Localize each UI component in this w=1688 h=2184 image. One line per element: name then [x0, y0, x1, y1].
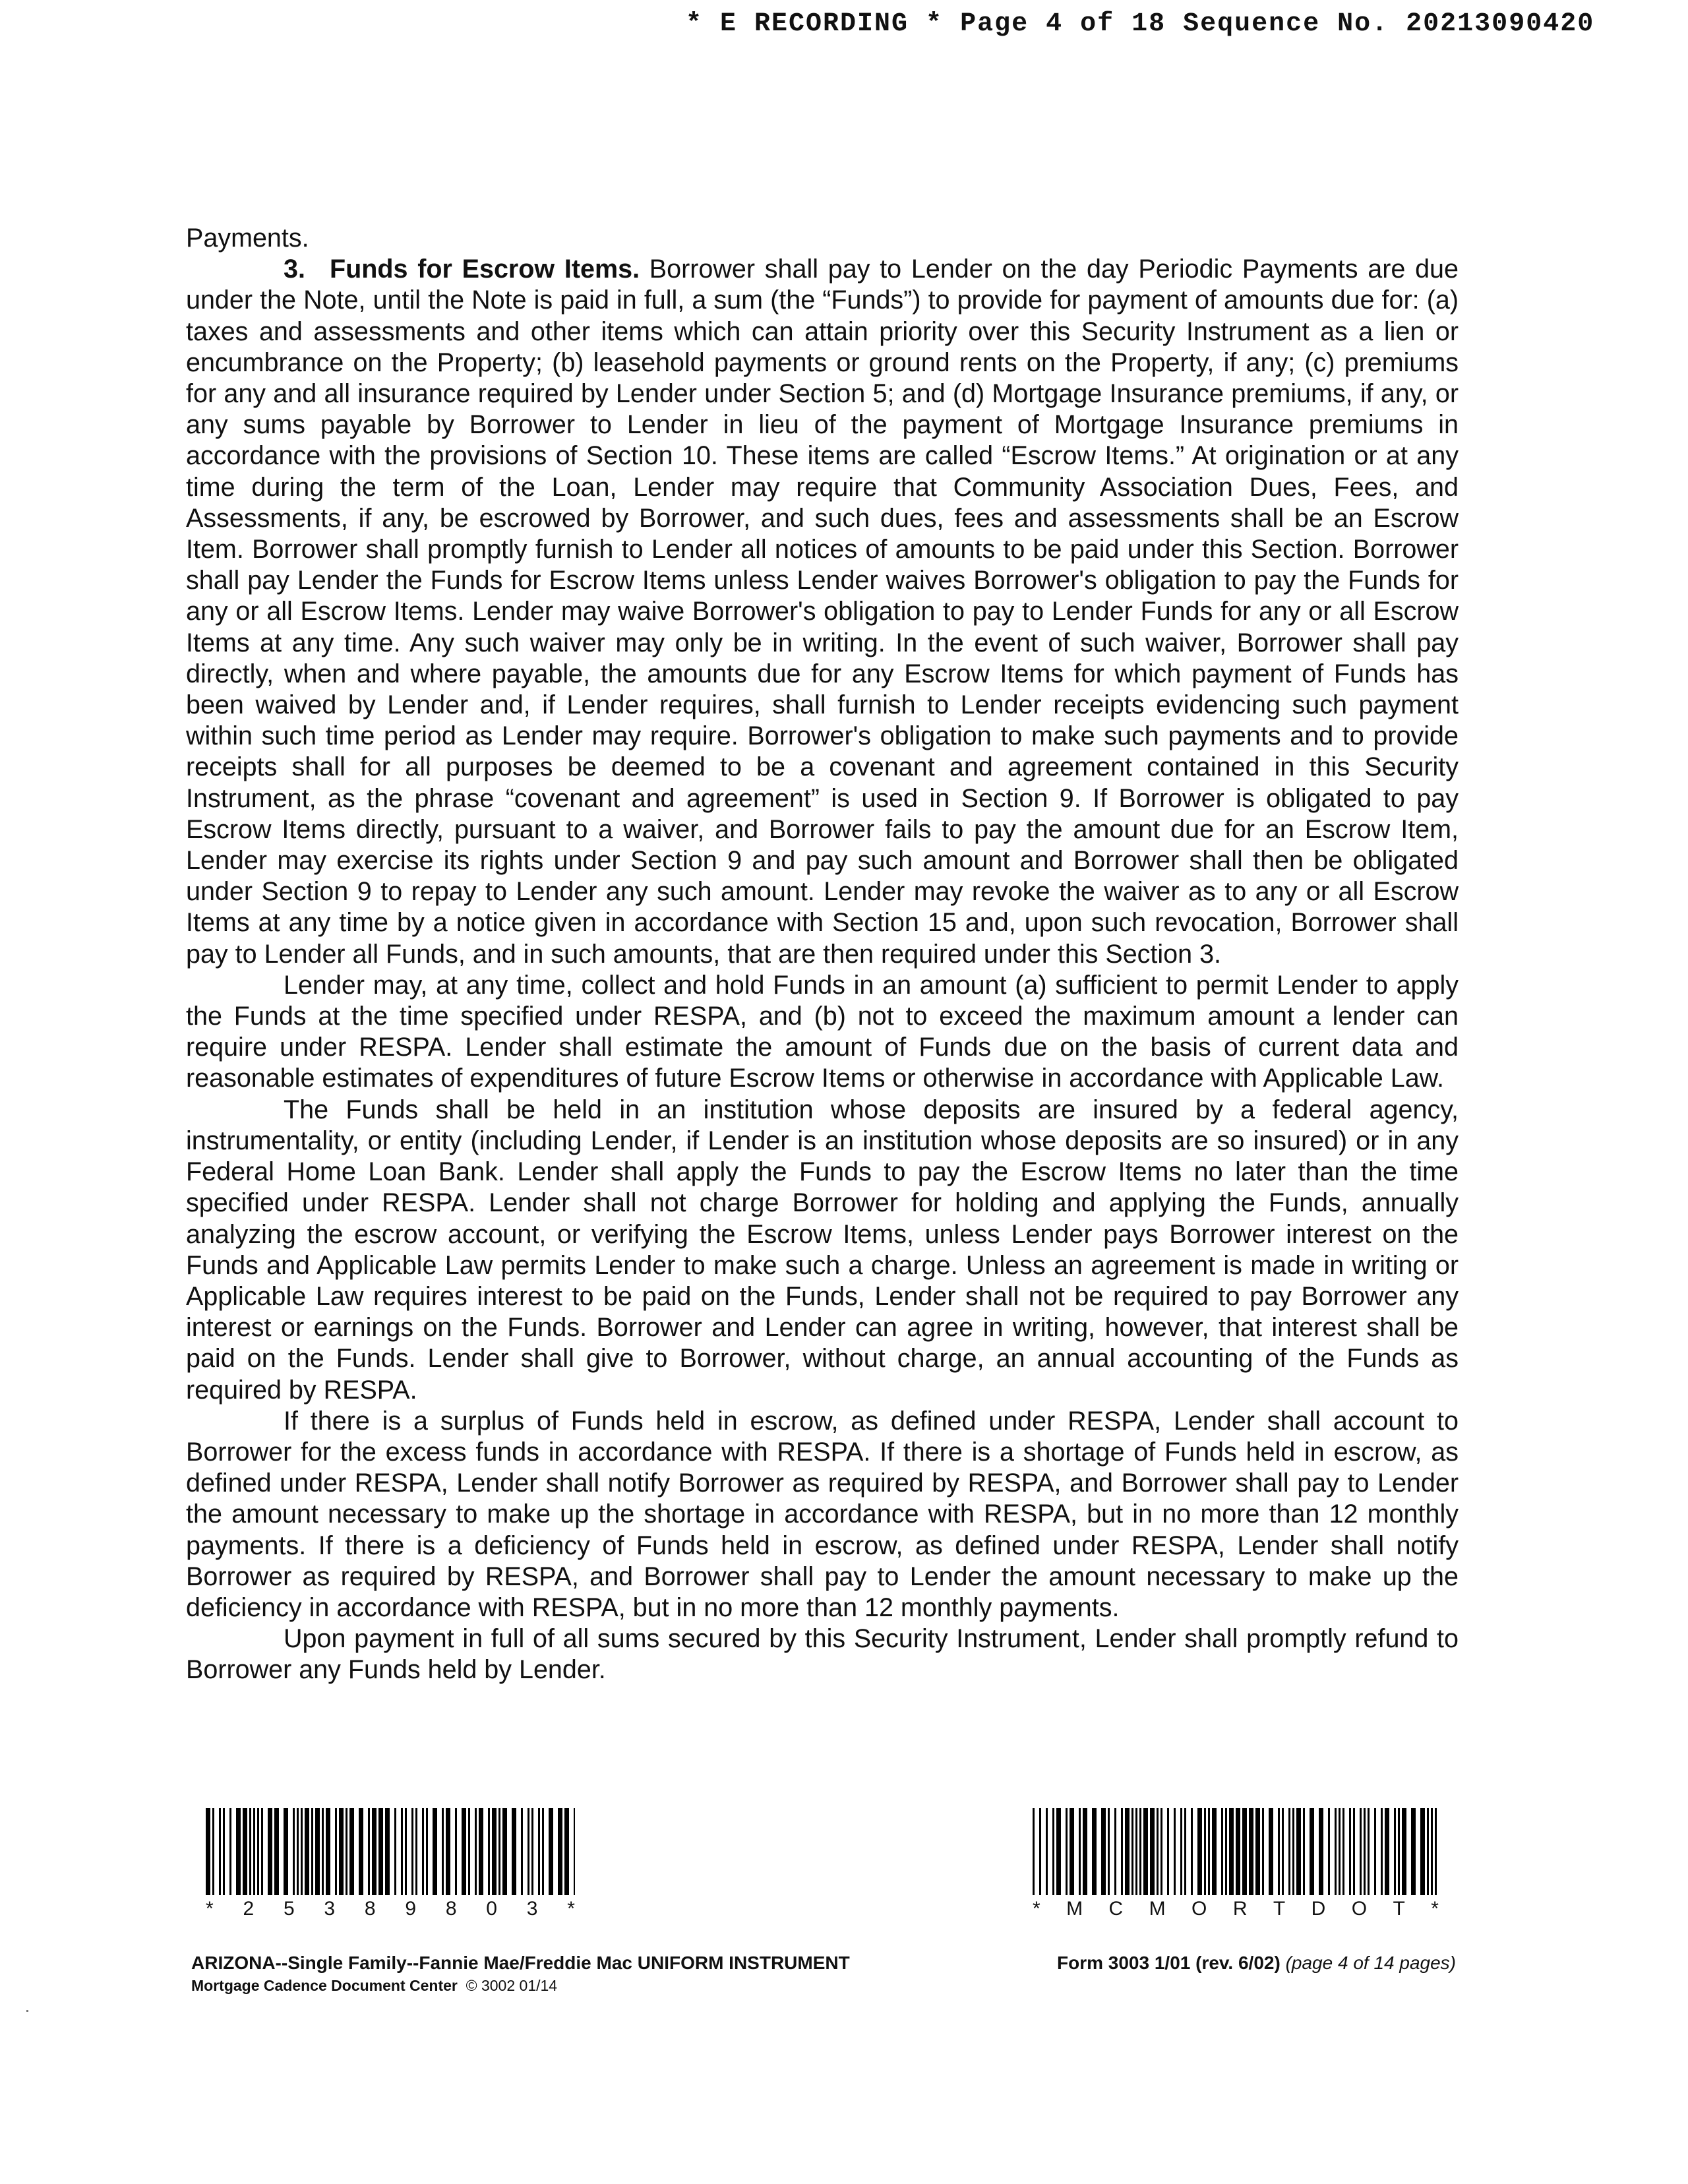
barcode-bar [268, 1808, 272, 1895]
barcode-bar [305, 1808, 309, 1895]
barcode-bar [564, 1808, 569, 1895]
barcode-bar [1303, 1808, 1305, 1895]
barcode-bar [1262, 1808, 1264, 1895]
barcode-bar [1208, 1808, 1210, 1895]
section-3-paragraph-2: Lender may, at any time, collect and hold Funds in an amount (a) sufficient to permit Lender to apply the Funds at the time specified under RESPA, and (b) not to exceed the maximum amount a lender can require under RESPA. Lender shall estimate the amount of Funds due on the basis of current data and reasonable estimates of expenditures of future Escrow Items or otherwise in accordance with Applicable Law. [186, 970, 1459, 1093]
barcode-bar [1225, 1808, 1227, 1895]
barcode-bar [1083, 1808, 1087, 1895]
footer-form-info [1057, 1953, 1456, 1974]
lead-in-text: Payments. [186, 224, 309, 253]
right-barcode-bars [1033, 1808, 1439, 1895]
barcode-bar [1319, 1808, 1323, 1895]
barcode-bar [498, 1808, 500, 1895]
barcode-bar [1435, 1808, 1437, 1895]
barcode-bar [1108, 1808, 1110, 1895]
barcode-bar [558, 1808, 562, 1895]
barcode-bar [212, 1808, 214, 1895]
barcode-char: D [1311, 1898, 1326, 1920]
barcode-bar [1079, 1808, 1081, 1895]
barcode-bar [1191, 1808, 1193, 1895]
barcode-bar [1328, 1808, 1330, 1895]
left-barcode-chars [206, 1898, 575, 1920]
section-number: 3. [284, 255, 305, 284]
footer-center-name: Mortgage Cadence Document Center [191, 1977, 458, 1994]
barcode-bar [531, 1808, 533, 1895]
barcode-bar [488, 1808, 490, 1895]
barcode-bar [492, 1808, 497, 1895]
barcode-bar [372, 1808, 377, 1895]
barcode-bar [1335, 1808, 1337, 1895]
barcode-bar [1157, 1808, 1159, 1895]
barcode-bar [229, 1808, 231, 1895]
barcode-bar [359, 1808, 363, 1895]
barcode-bar [1349, 1808, 1351, 1895]
right-barcode [1033, 1808, 1439, 1920]
barcode-bar [1255, 1808, 1260, 1895]
barcode-char: O [1191, 1898, 1207, 1920]
barcode-bar [249, 1808, 251, 1895]
barcode-bar [1092, 1808, 1097, 1895]
barcode-bar [368, 1808, 370, 1895]
barcode-bar [1427, 1808, 1429, 1895]
barcode-bar [297, 1808, 299, 1895]
barcode-bar [219, 1808, 221, 1895]
barcode-bar [433, 1808, 437, 1895]
barcode-bar [1353, 1808, 1355, 1895]
barcode-char: 8 [364, 1898, 376, 1920]
barcode-char: M [1066, 1898, 1083, 1920]
barcode-char: * [1033, 1898, 1040, 1920]
barcode-bar [1249, 1808, 1253, 1895]
barcode-bar [1310, 1808, 1314, 1895]
barcode-bar [293, 1808, 295, 1895]
barcode-bar [442, 1808, 444, 1895]
barcode-bar [1229, 1808, 1234, 1895]
barcode-bar [446, 1808, 450, 1895]
barcode-bar [1282, 1808, 1284, 1895]
barcode-bar [1143, 1808, 1148, 1895]
barcode-bar [243, 1808, 247, 1895]
barcode-bar [1174, 1808, 1176, 1895]
barcode-bar [1431, 1808, 1433, 1895]
barcode-bar [1385, 1808, 1389, 1895]
barcode-bar [1236, 1808, 1240, 1895]
barcode-bar [1039, 1808, 1041, 1895]
right-barcode-chars [1033, 1898, 1439, 1920]
left-barcode-bars [206, 1808, 575, 1895]
barcode-bar [528, 1808, 529, 1895]
barcode-bar [274, 1808, 279, 1895]
barcode-bar [422, 1808, 424, 1895]
barcode-bar [1364, 1808, 1366, 1895]
barcode-char: T [1393, 1898, 1405, 1920]
barcode-bar [284, 1808, 288, 1895]
barcode-bar [574, 1808, 575, 1895]
paragraph-1-text: Borrower shall pay to Lender on the day Periodic Payments are due under the Note, until the Note is paid in full, a sum (the “Funds”) to provide for payment of amounts due for: (a) taxes and assessments and other items which can attain priority over this Security Instrument as a lien or encumbrance on the Property; (b) leasehold payments or ground rents on the Property, if any; (c) premiums for any and all insurance required by Lender under Section 5; and (d) Mortgage Insurance premiums, if any, or any sums payable by Borrower to Lender in lieu of the payment of Mortgage Insurance premiums in accordance with the provisions of Section 10. These items are called “Escrow Items.” At origination or at any time during the term of the Loan, Lender may require that Community Association Dues, Fees, and Assessments, if any, be escrowed by Borrower, and such dues, fees and assessments shall be an Escrow Item. Borrower shall promptly furnish to Lender all notices of amounts to be paid under this Section. Borrower shall pay Lender the Funds for Escrow Items unless Lender waives Borrower's obligation to pay the Funds for any or all Escrow Items. Lender may waive Borrower's obligation to pay to Lender Funds for any or all Escrow Items at any time. Any such waiver may only be in writing. In the event of such waiver, Borrower shall pay directly, when and where payable, the amounts due for any Escrow Items for which payment of Funds has been waived by Lender and, if Lender requires, shall furnish to Lender receipts evidencing such payment within such time period as Lender may require. Borrower's obligation to make such payments and to provide receipts shall for all purposes be deemed to be a covenant and agreement contained in this Security Instrument, as the phrase “covenant and agreement” is used in Section 9. If Borrower is obligated to pay Escrow Items directly, pursuant to a waiver, and Borrower fails to pay the amount due for an Escrow Item, Lender may exercise its rights under Section 9 and pay such amount and Borrower shall then be obligated under Section 9 to repay to Lender any such amount. Lender may revoke the waiver as to any or all Escrow Items at any time by a notice given in accordance with Section 15 and, upon such revocation, Borrower shall pay to Lender all Funds, and in such amounts, that are then required under this Section 3. [186, 255, 1459, 969]
barcode-bar [1139, 1808, 1141, 1895]
barcode-bar [1420, 1808, 1425, 1895]
barcode-bar [223, 1808, 225, 1895]
footer-document-center [191, 1977, 557, 1995]
barcode-bar [1381, 1808, 1383, 1895]
barcode-bar [1184, 1808, 1186, 1895]
barcode-char: 5 [283, 1898, 295, 1920]
barcode-bar [322, 1808, 324, 1895]
footer-center-code: © 3002 01/14 [466, 1977, 558, 1994]
barcode-char: 3 [526, 1898, 538, 1920]
barcode-bar [1204, 1808, 1206, 1895]
barcode-char: O [1351, 1898, 1368, 1920]
barcode-bar [1292, 1808, 1294, 1895]
barcode-bar [1121, 1808, 1123, 1895]
barcode-bar [455, 1808, 457, 1895]
barcode-bar [1033, 1808, 1035, 1895]
barcode-char: * [567, 1898, 575, 1920]
barcode-bar [1394, 1808, 1396, 1895]
barcode-bar [346, 1808, 347, 1895]
barcode-bar [521, 1808, 523, 1895]
barcode-bar [236, 1808, 241, 1895]
section-3-paragraph-1 [186, 254, 1459, 970]
barcode-bar [1167, 1808, 1169, 1895]
barcode-char: 8 [445, 1898, 457, 1920]
barcode-bar [1180, 1808, 1182, 1895]
barcode-char: * [206, 1898, 214, 1920]
barcode-char: * [1431, 1898, 1439, 1920]
barcode-bar [326, 1808, 330, 1895]
barcode-bar [405, 1808, 407, 1895]
barcode-bar [1160, 1808, 1162, 1895]
barcode-bar [1150, 1808, 1155, 1895]
barcode-bar [538, 1808, 540, 1895]
barcode-bar [1125, 1808, 1130, 1895]
barcode-bar [415, 1808, 417, 1895]
barcode-bar [1052, 1808, 1054, 1895]
footer-form-number: Form 3003 1/01 (rev. 6/02) [1057, 1953, 1281, 1973]
document-body [186, 223, 1459, 1686]
barcode-bar [1114, 1808, 1116, 1895]
barcode-bar [378, 1808, 383, 1895]
barcode-bar [1046, 1808, 1048, 1895]
section-3-paragraph-4: If there is a surplus of Funds held in escrow, as defined under RESPA, Lender shall account to Borrower for the excess funds in accordance with RESPA. If there is a shortage of Funds held in escrow, as defined under RESPA, Lender shall notify Borrower as required by RESPA, and Borrower shall pay to Lender the amount necessary to make up the shortage in accordance with RESPA, but in no more than 12 monthly payments. If there is a deficiency of Funds held in escrow, as defined under RESPA, Lender shall notify Borrower as required by RESPA, and Borrower shall pay to Lender the amount necessary to make up the deficiency in accordance with RESPA, but in no more than 12 monthly payments. [186, 1406, 1459, 1622]
barcode-bar [1135, 1808, 1137, 1895]
barcode-char: M [1149, 1898, 1166, 1920]
barcode-bar [394, 1808, 396, 1895]
barcode-bar [315, 1808, 320, 1895]
barcode-bar [1296, 1808, 1301, 1895]
section-3-paragraph-3: The Funds shall be held in an institution whose deposits are insured by a federal agency, instrumentality, or entity (including Lender, if Lender is an institution whose deposits are so insured) or in any Federal Home Loan Bank. Lender shall apply the Funds to pay the Escrow Items no later than the time specified under RESPA. Lender shall not charge Borrower for holding and applying the Funds, annually analyzing the escrow account, or verifying the Escrow Items, unless Lender pays Borrower interest on the Funds and Applicable Law permits Lender to make such a charge. Unless an agreement is made in writing or Applicable Law requires interest to be paid on the Funds, Lender shall not be required to pay Borrower any interest or earnings on the Funds. Borrower and Lender can agree in writing, however, that interest shall be paid on the Funds. Lender shall give to Borrower, without charge, an annual accounting of the Funds as required by RESPA. [186, 1095, 1459, 1405]
barcode-bar [1374, 1808, 1376, 1895]
barcode-bar [257, 1808, 259, 1895]
barcode-char: T [1273, 1898, 1286, 1920]
barcode-bar [206, 1808, 210, 1895]
barcode-bar [1360, 1808, 1362, 1895]
barcode-bar [1242, 1808, 1247, 1895]
barcode-bar [1402, 1808, 1406, 1895]
barcode-bar [1066, 1808, 1068, 1895]
barcode-bar [1070, 1808, 1074, 1895]
barcode-bar [1278, 1808, 1280, 1895]
barcode-bar [549, 1808, 553, 1895]
barcode-bar [1056, 1808, 1061, 1895]
barcode-bar [385, 1808, 390, 1895]
barcode-bar [1197, 1808, 1202, 1895]
barcode-bar [335, 1808, 337, 1895]
barcode-bar [261, 1808, 263, 1895]
barcode-bar [468, 1808, 470, 1895]
barcode-bar [1411, 1808, 1416, 1895]
barcode-bar [542, 1808, 544, 1895]
barcode-bar [253, 1808, 255, 1895]
barcode-char: 3 [324, 1898, 336, 1920]
barcode-bar [1131, 1808, 1133, 1895]
barcode-bar [1221, 1808, 1223, 1895]
barcode-char: 2 [243, 1898, 255, 1920]
barcode-bar [462, 1808, 466, 1895]
barcode-bar [1342, 1808, 1344, 1895]
barcode-bar [1212, 1808, 1217, 1895]
footer-page-count: (page 4 of 14 pages) [1285, 1953, 1456, 1973]
footer-instrument-title: ARIZONA--Single Family--Fannie Mae/Freddie Mac UNIFORM INSTRUMENT [191, 1953, 850, 1973]
barcode-bar [426, 1808, 428, 1895]
barcode-char: 9 [405, 1898, 417, 1920]
barcode-bar [311, 1808, 313, 1895]
barcode-char: C [1108, 1898, 1124, 1920]
barcode-bar [1339, 1808, 1341, 1895]
barcode-bar [301, 1808, 303, 1895]
barcode-bar [411, 1808, 413, 1895]
recording-header: * E RECORDING * Page 4 of 18 Sequence No. 20213090420 [686, 9, 1595, 39]
barcode-char: 0 [486, 1898, 497, 1920]
section-3-paragraph-5: Upon payment in full of all sums secured by this Security Instrument, Lender shall promptly refund to Borrower any Funds held by Lender. [186, 1624, 1459, 1685]
barcode-bar [339, 1808, 344, 1895]
barcode-bar [1398, 1808, 1400, 1895]
barcode-bar [401, 1808, 403, 1895]
barcode-bar [475, 1808, 477, 1895]
barcode-bar [502, 1808, 507, 1895]
barcode-bar [512, 1808, 516, 1895]
left-barcode [206, 1808, 575, 1920]
scan-speck [26, 2010, 28, 2012]
section-title: Funds for Escrow Items. [330, 255, 640, 284]
barcode-bar [1269, 1808, 1273, 1895]
barcode-bar [479, 1808, 483, 1895]
barcode-bar [1288, 1808, 1290, 1895]
barcode-bar [1101, 1808, 1106, 1895]
barcode-bar [349, 1808, 354, 1895]
barcode-bar [1368, 1808, 1370, 1895]
barcode-char: R [1232, 1898, 1248, 1920]
